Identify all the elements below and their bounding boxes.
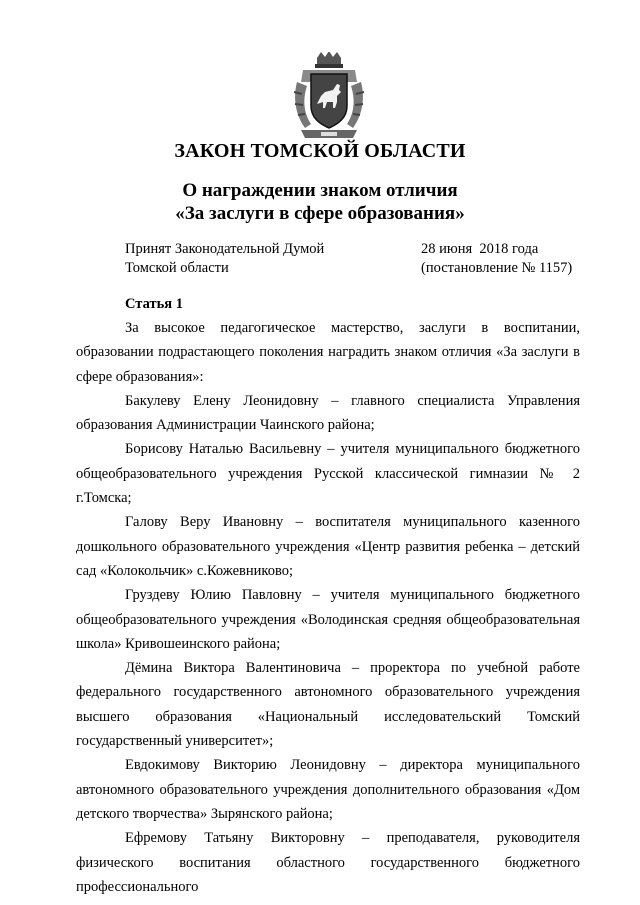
adopting-body-line-1: Принят Законодательной Думой	[125, 241, 325, 257]
law-subtitle	[0, 179, 640, 225]
article-paragraph: Борисову Наталью Васильевну – учителя муниципального бюджетного общеобразовательного учреждения Русской классической гимназии № 2 г.Томска;	[76, 441, 580, 507]
article-paragraph: Ефремову Татьяну Викторовну – преподавателя, руководителя физического воспитания областного государственного бюджетного профессионального	[76, 830, 580, 895]
article-paragraph: Галову Веру Ивановну – воспитателя муниципального казенного дошкольного образовательного учреждения «Центр развития ребенка – детский сад «Колокольчик» с.Кожевниково;	[76, 514, 580, 579]
adoption-date-line-1: 28 июня 2018 года	[421, 241, 539, 257]
article-body	[76, 316, 580, 899]
subtitle-line-2: «За заслуги в сфере образования»	[175, 203, 465, 224]
adopting-body	[125, 240, 324, 278]
article-paragraph: За высокое педагогическое мастерство, заслуги в воспитании, образовании подрастающего поколения наградить знаком отличия «За заслуги в сфере образования»:	[76, 320, 580, 385]
adopting-body-line-2: Томской области	[125, 260, 229, 276]
adoption-date	[421, 240, 572, 278]
resolution-number: (постановление № 1157)	[421, 260, 573, 276]
coat-of-arms-icon	[291, 52, 367, 142]
article-paragraph: Груздеву Юлию Павловну – учителя муниципального бюджетного общеобразовательного учреждения «Володинская средняя общеобразовательная школа» Кривошеинского района;	[76, 587, 580, 652]
article-heading: Статья 1	[125, 296, 183, 312]
article-paragraph: Дёмина Виктора Валентиновича – проректора по учебной работе федерального государственного автономного образовательного учреждения высшего образования «Национальный исследовательский Томский государственный университет»;	[76, 660, 580, 750]
subtitle-line-1: О награждении знаком отличия	[182, 180, 458, 201]
article-paragraph: Евдокимову Викторию Леонидовну – директора муниципального автономного образовательного учреждения дополнительного образования «Дом детского творчества» Зырянского района;	[76, 757, 580, 822]
law-title: ЗАКОН ТОМСКОЙ ОБЛАСТИ	[174, 140, 466, 162]
article-paragraph: Бакулеву Елену Леонидовну – главного специалиста Управления образования Администрации Чаинского района;	[76, 392, 580, 434]
